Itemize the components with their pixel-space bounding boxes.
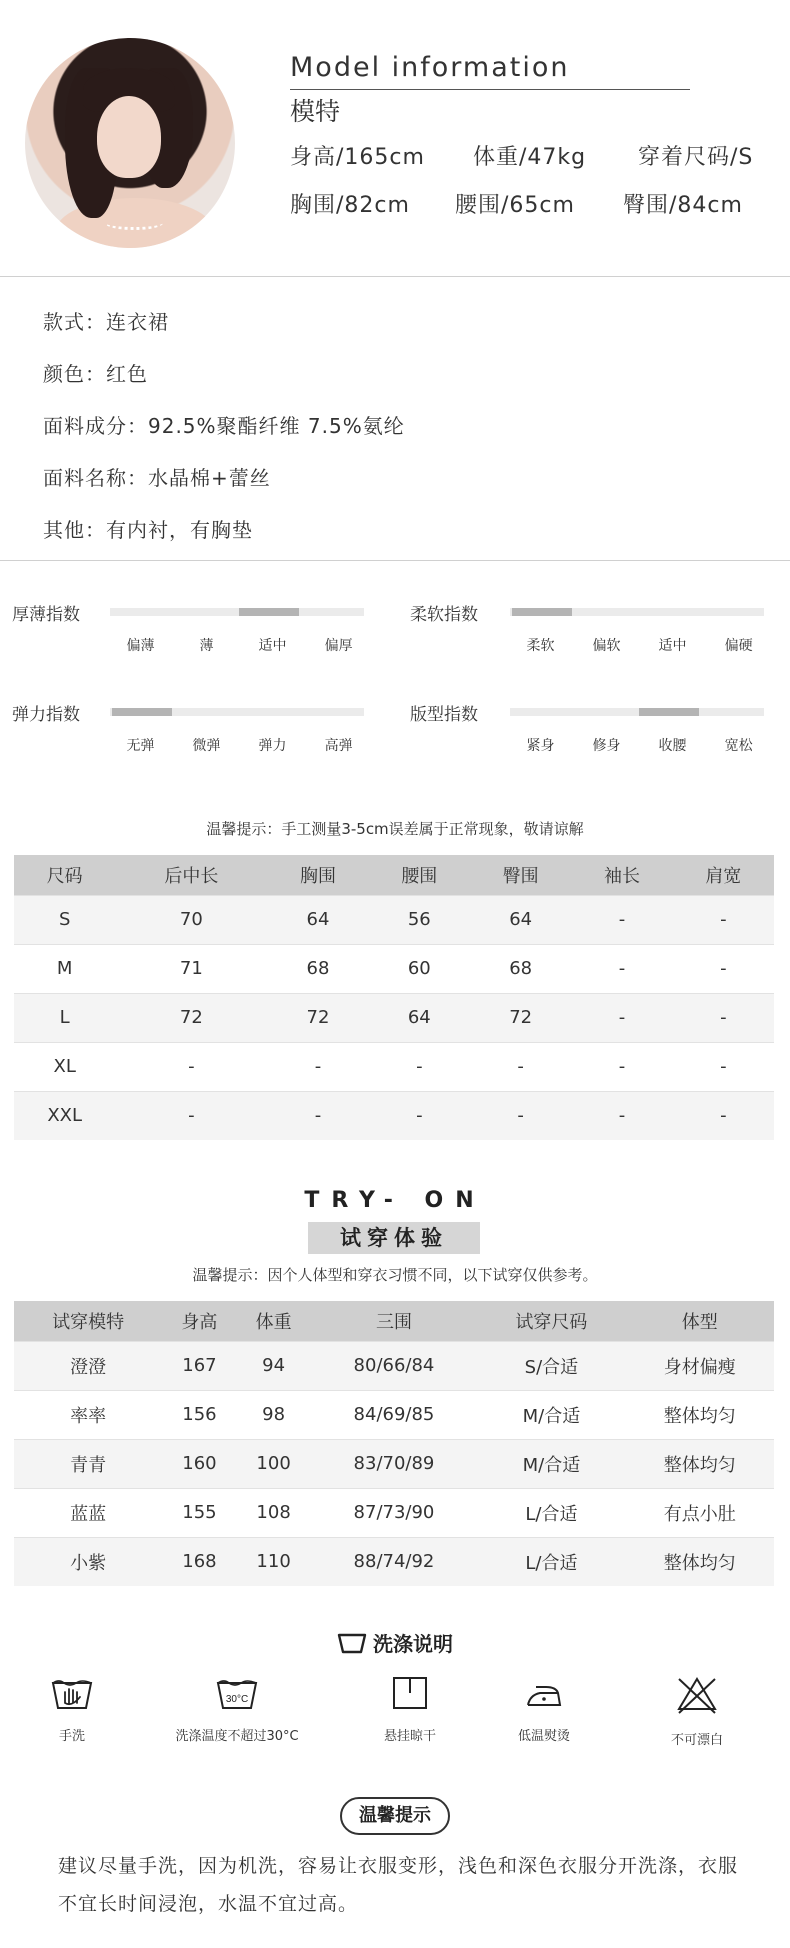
index-tick-label: 修身 bbox=[592, 738, 621, 754]
table-cell: - bbox=[571, 993, 672, 1042]
divider bbox=[0, 276, 790, 277]
model-hip: 臀围/84cm bbox=[623, 193, 743, 218]
index-tick-label: 偏软 bbox=[592, 638, 621, 654]
table-cell: 68 bbox=[470, 944, 571, 993]
table-header-cell: 胸围 bbox=[267, 855, 368, 895]
index-tick-label: 适中 bbox=[658, 638, 687, 654]
svg-text:30°C: 30°C bbox=[225, 1694, 249, 1705]
table-cell: 88/74/92 bbox=[311, 1537, 478, 1586]
warm-tip-text: 建议尽量手洗，因为机洗，容易让衣服变形，浅色和深色衣服分开洗涤，衣服不宜长时间浸泡，水温不宜过高。 bbox=[58, 1855, 739, 1915]
table-cell: XL bbox=[14, 1042, 115, 1091]
low-iron-icon bbox=[522, 1675, 566, 1711]
index-tick-label: 收腰 bbox=[658, 738, 687, 754]
table-header-cell: 肩宽 bbox=[673, 855, 774, 895]
table-header-cell: 腰围 bbox=[369, 855, 470, 895]
index-selected-segment bbox=[239, 608, 299, 616]
table-cell: 72 bbox=[267, 993, 368, 1042]
table-cell: - bbox=[673, 1042, 774, 1091]
index-selected-segment bbox=[639, 708, 699, 716]
table-cell: 整体均匀 bbox=[626, 1390, 774, 1439]
table-cell: - bbox=[369, 1042, 470, 1091]
table-cell: 98 bbox=[237, 1390, 311, 1439]
table-cell: 有点小肚 bbox=[626, 1488, 774, 1537]
index-bar bbox=[510, 608, 764, 616]
table-cell: - bbox=[673, 895, 774, 944]
table-cell: - bbox=[571, 1091, 672, 1140]
table-cell: 整体均匀 bbox=[626, 1439, 774, 1488]
table-header-cell: 尺码 bbox=[14, 855, 115, 895]
index-tick-label: 柔软 bbox=[526, 638, 555, 654]
index-label: 柔软指数 bbox=[410, 605, 478, 625]
table-row bbox=[14, 1341, 774, 1390]
table-cell: 84/69/85 bbox=[311, 1390, 478, 1439]
wash-label: 悬挂晾干 bbox=[383, 1729, 436, 1744]
table-header-cell: 试穿模特 bbox=[14, 1301, 162, 1341]
table-cell: 80/66/84 bbox=[311, 1341, 478, 1390]
table-row bbox=[14, 1091, 774, 1140]
model-bust: 胸围/82cm bbox=[290, 193, 410, 218]
table-row bbox=[14, 895, 774, 944]
wash-label: 手洗 bbox=[58, 1729, 85, 1744]
model-weight: 体重/47kg bbox=[473, 145, 587, 170]
table-cell: 108 bbox=[237, 1488, 311, 1537]
index-bar bbox=[110, 708, 364, 716]
table-cell: 167 bbox=[162, 1341, 236, 1390]
index-label: 厚薄指数 bbox=[12, 605, 80, 625]
table-cell: 72 bbox=[115, 993, 267, 1042]
tryon-table bbox=[14, 1301, 774, 1586]
wash-title-text: 洗涤说明 bbox=[373, 1632, 453, 1656]
index-tick-label: 高弹 bbox=[324, 738, 353, 754]
index-tick-label: 薄 bbox=[199, 638, 214, 654]
wash-item-no-bleach bbox=[617, 1675, 777, 1748]
tryon-subtitle: 试穿体验 bbox=[308, 1222, 480, 1254]
index-bar bbox=[110, 608, 364, 616]
index-tick-label: 宽松 bbox=[724, 738, 753, 754]
table-cell: 小紫 bbox=[14, 1537, 162, 1586]
table-cell: 100 bbox=[237, 1439, 311, 1488]
product-fabric-name: 面料名称：水晶棉+蕾丝 bbox=[43, 466, 271, 490]
index-label: 版型指数 bbox=[410, 705, 478, 725]
model-photo bbox=[25, 38, 235, 248]
table-cell: S/合适 bbox=[477, 1341, 625, 1390]
tryon-tip: 温馨提示：因个人体型和穿衣习惯不同，以下试穿仅供参考。 bbox=[192, 1266, 598, 1284]
table-cell: 155 bbox=[162, 1488, 236, 1537]
index-tick-label: 紧身 bbox=[526, 738, 555, 754]
table-cell: 83/70/89 bbox=[311, 1439, 478, 1488]
index-bar bbox=[510, 708, 764, 716]
model-size: 穿着尺码/S bbox=[638, 145, 754, 170]
table-cell: - bbox=[673, 1091, 774, 1140]
product-composition: 面料成分：92.5%聚酯纤维 7.5%氨纶 bbox=[43, 414, 405, 438]
table-header-cell: 身高 bbox=[162, 1301, 236, 1341]
table-cell: M bbox=[14, 944, 115, 993]
divider bbox=[0, 560, 790, 561]
table-cell: 94 bbox=[237, 1341, 311, 1390]
model-height: 身高/165cm bbox=[290, 145, 425, 170]
table-cell: - bbox=[571, 944, 672, 993]
table-cell: 64 bbox=[267, 895, 368, 944]
table-cell: L bbox=[14, 993, 115, 1042]
table-cell: L/合适 bbox=[477, 1537, 625, 1586]
index-tick-label: 适中 bbox=[258, 638, 287, 654]
wash-label: 洗涤温度不超过30°C bbox=[175, 1729, 299, 1744]
table-cell: - bbox=[571, 895, 672, 944]
index-tick-label: 偏薄 bbox=[126, 638, 155, 654]
index-tick-label: 偏硬 bbox=[724, 638, 753, 654]
no-bleach-icon bbox=[675, 1675, 719, 1715]
model-waist: 腰围/65cm bbox=[455, 193, 575, 218]
table-cell: 率率 bbox=[14, 1390, 162, 1439]
table-row bbox=[14, 1537, 774, 1586]
title-underline bbox=[290, 89, 690, 90]
table-cell: M/合适 bbox=[477, 1439, 625, 1488]
wash-item-30 bbox=[157, 1675, 317, 1744]
table-cell: 56 bbox=[369, 895, 470, 944]
table-cell: 60 bbox=[369, 944, 470, 993]
warm-tip-badge: 温馨提示 bbox=[340, 1797, 450, 1835]
table-row bbox=[14, 993, 774, 1042]
table-cell: - bbox=[571, 1042, 672, 1091]
index-tick-label: 微弹 bbox=[192, 738, 221, 754]
index-tick-label: 弹力 bbox=[258, 738, 287, 754]
table-cell: - bbox=[115, 1042, 267, 1091]
table-cell: 青青 bbox=[14, 1439, 162, 1488]
index-tick-label: 偏厚 bbox=[324, 638, 353, 654]
table-row bbox=[14, 1390, 774, 1439]
model-info-title: Model information bbox=[290, 52, 570, 83]
index-label: 弹力指数 bbox=[12, 705, 80, 725]
table-cell: 168 bbox=[162, 1537, 236, 1586]
table-cell: - bbox=[115, 1091, 267, 1140]
table-cell: 64 bbox=[470, 895, 571, 944]
table-cell: 156 bbox=[162, 1390, 236, 1439]
size-table bbox=[14, 855, 774, 1140]
table-row bbox=[14, 1488, 774, 1537]
wash-label: 不可漂白 bbox=[670, 1733, 723, 1748]
table-header-cell: 臀围 bbox=[470, 855, 571, 895]
wash-item-hand-wash bbox=[0, 1675, 152, 1744]
table-header-cell: 体重 bbox=[237, 1301, 311, 1341]
table-header-cell: 后中长 bbox=[115, 855, 267, 895]
model-subtitle: 模特 bbox=[290, 97, 341, 126]
table-cell: L/合适 bbox=[477, 1488, 625, 1537]
table-row bbox=[14, 944, 774, 993]
hand-wash-icon bbox=[50, 1675, 94, 1711]
table-row bbox=[14, 1439, 774, 1488]
tryon-title: TRY- ON bbox=[304, 1188, 486, 1213]
table-cell: - bbox=[267, 1091, 368, 1140]
table-cell: - bbox=[673, 993, 774, 1042]
table-cell: 68 bbox=[267, 944, 368, 993]
table-cell: S bbox=[14, 895, 115, 944]
table-cell: - bbox=[470, 1091, 571, 1140]
table-cell: 整体均匀 bbox=[626, 1537, 774, 1586]
index-tick-label: 无弹 bbox=[126, 738, 155, 754]
wash-30-icon bbox=[215, 1675, 259, 1711]
size-tip: 温馨提示：手工测量3-5cm误差属于正常现象，敬请谅解 bbox=[206, 820, 584, 838]
wash-label: 低温熨烫 bbox=[517, 1729, 570, 1744]
table-cell: 160 bbox=[162, 1439, 236, 1488]
table-header-cell: 体型 bbox=[626, 1301, 774, 1341]
table-cell: 71 bbox=[115, 944, 267, 993]
table-cell: - bbox=[267, 1042, 368, 1091]
product-other: 其他：有内衬，有胸垫 bbox=[43, 518, 253, 542]
model-info-section bbox=[0, 0, 790, 276]
washbasin-icon bbox=[337, 1632, 367, 1654]
table-cell: - bbox=[369, 1091, 470, 1140]
table-cell: 110 bbox=[237, 1537, 311, 1586]
index-selected-segment bbox=[512, 608, 572, 616]
table-cell: 64 bbox=[369, 993, 470, 1042]
table-cell: XXL bbox=[14, 1091, 115, 1140]
wash-title bbox=[0, 1628, 790, 1657]
table-header-cell: 袖长 bbox=[571, 855, 672, 895]
table-cell: - bbox=[673, 944, 774, 993]
table-cell: 身材偏瘦 bbox=[626, 1341, 774, 1390]
product-style: 款式：连衣裙 bbox=[43, 310, 169, 334]
table-cell: 澄澄 bbox=[14, 1341, 162, 1390]
wash-item-low-iron bbox=[464, 1675, 624, 1744]
index-selected-segment bbox=[112, 708, 172, 716]
table-cell: 87/73/90 bbox=[311, 1488, 478, 1537]
table-cell: - bbox=[470, 1042, 571, 1091]
table-row bbox=[14, 1042, 774, 1091]
table-cell: M/合适 bbox=[477, 1390, 625, 1439]
product-color: 颜色：红色 bbox=[43, 362, 148, 386]
table-cell: 蓝蓝 bbox=[14, 1488, 162, 1537]
table-header-cell: 三围 bbox=[311, 1301, 478, 1341]
table-cell: 72 bbox=[470, 993, 571, 1042]
hang-dry-icon bbox=[390, 1675, 430, 1711]
table-cell: 70 bbox=[115, 895, 267, 944]
table-header-cell: 试穿尺码 bbox=[477, 1301, 625, 1341]
